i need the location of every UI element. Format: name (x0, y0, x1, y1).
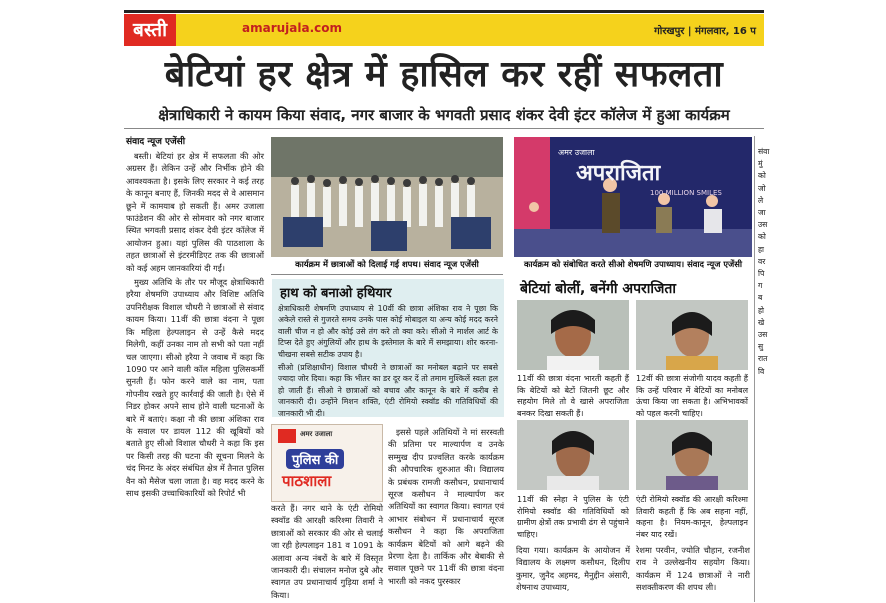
edge-fragment: खे (758, 317, 765, 327)
logo-line1: पुलिस की (286, 449, 344, 469)
quotes-section-title: बेटियां बोलीं, बनेंगी अपराजिता (520, 281, 676, 297)
photo2-caption: कार्यक्रम को संबोधित करते सीओ शेषमणि उपाध्याय। संवाद न्यूज एजेंसी (523, 259, 743, 269)
byline: संवाद न्यूज एजेंसी (126, 137, 186, 147)
portrait-karishma (636, 420, 748, 490)
edge-fragment: वि (758, 366, 765, 376)
edge-fragment: को (758, 171, 766, 181)
banner-title: अपराजिता (576, 160, 661, 186)
quote-sanjogi: 12वीं की छात्रा संजोगी यादव कहती हैं कि उन्हें परिवार में बेटियों का मनोबल ऊंचा किया जा सकता है। अभिभावकों को पहल करनी चाहिए। (636, 374, 748, 418)
edge-fragment: को (758, 232, 766, 242)
portrait-vandana (517, 300, 629, 370)
edge-fragment: पि (758, 269, 765, 279)
headline: बेटियां हर क्षेत्र में हासिल कर रहीं सफलता (164, 54, 724, 95)
photo-co-graphic (514, 137, 752, 257)
edge-fragment: ले (758, 195, 764, 205)
edge-fragment: वर (758, 256, 766, 266)
police-pathshala-logo (271, 424, 383, 502)
logo-brand: अमर उजाला (300, 430, 333, 438)
info-box-paragraph: सीओ (प्रशिक्षाधीन) विशाल चौधरी ने छात्राओं का मनोबल बढ़ाने पर सबसे ज्यादा जोर दिया। कहा कि भीतर का डर दूर कर दें तो तमाम मुश्किलें स्वतः हल हो जाती हैं। सीओ ने छात्राओं को बचाव और कानून के बारे में करीब से जानकारी दी। उन्होंने मिशन शक्ति, एंटी रोमियो स्क्वॉड की गतिविधियों की जानकारी भी दी। (278, 363, 498, 418)
edge-fragment: सु (758, 342, 764, 352)
edge-fragment: जो (758, 183, 766, 193)
banner-brand: अमर उजाला (558, 148, 595, 157)
masthead (124, 14, 764, 46)
article-paragraph: मुख्य अतिथि के तौर पर मौजूद क्षेत्राधिकारी हरैया शेषमणि उपाध्याय और विशिष्ट अतिथि उपनिरीक्षक विशाल चौधरी ने छात्राओं से संवाद कायम किया। 11वीं की छात्रा वंदना ने पूछा कि महिला हेल्पलाइन से उन्हें कैसे मदद मिलेगी, कहीं उनका नाम तो सभी को पता नहीं चल जाएगा। सीओ हरैया ने जवाब में कहा कि 1090 पर आने वाली कॉल महिला पुलिसकर्मी सुनती हैं। फोन करने वाले का नाम, पता गोपनीय रखते हुए कार्रवाई की जाती है। ऐसे में निडर होकर अपने साथ होने वाली घटनाओं के बारे में बताएं। कक्षा नौ की छात्रा अंशिका राव के सवाल पर डायल 112 की खूबियों को बताते हुए सीओ विशाल चौधरी ने कहा कि इस पर किसी तरह की घटना की सूचना मिलने के चंद मिनट के अंदर संबंधित क्षेत्र में तैनात पुलिस वैन को मैसेज चला जाता है। वह मदद करने के साथ इसकी उच्चाधिकारियों को रिपोर्ट भी (126, 277, 264, 498)
divider (271, 274, 503, 275)
edge-fragment: ब (758, 293, 763, 303)
subheadline: क्षेत्राधिकारी ने कायम किया संवाद, नगर बाजार के भगवती प्रसाद शंकर देवी इंटर कॉलेज में हुआ कार्यक्रम (158, 106, 730, 124)
section-name: बस्ती (124, 14, 176, 46)
edge-fragment: ग (758, 281, 763, 291)
info-box (272, 279, 504, 417)
quote-karishma: एंटी रोमियो स्क्वॉड की आरक्षी करिश्मा तिवारी कहती हैं कि अब सहना नहीं, कहना है। नियम-कानून, हेल्पलाइन नंबर याद रखें। (636, 495, 748, 539)
photo1-caption: कार्यक्रम में छात्राओं को दिलाई गई शपथ। संवाद न्यूज एजेंसी (295, 259, 479, 269)
site-logo[interactable]: amarujala.com (242, 21, 343, 35)
article-column-3 (388, 426, 504, 600)
right-edge-column (758, 146, 770, 600)
edge-fragment: हो (758, 305, 764, 315)
article-column-4 (516, 544, 630, 600)
article-column-1 (126, 150, 264, 600)
edge-fragment: जा (758, 208, 766, 218)
divider (124, 128, 764, 129)
column-rule (754, 136, 755, 602)
date-line: गोरखपुर | मंगलवार, 16 प (654, 26, 756, 37)
article-column-2 (271, 502, 383, 600)
logo-line2: पाठशाला (282, 472, 332, 490)
edge-fragment: रात (758, 354, 768, 364)
article-paragraph: रेशमा परवीन, ज्योति चौहान, रजनीश राव ने उल्लेखनीय सहयोग किया। कार्यक्रम में 124 छात्राओं ने नारी सशक्तीकरण की शपथ ली। (636, 545, 750, 593)
photo-students-oath (271, 137, 503, 257)
article-paragraph: करते हैं। नगर थाने के एंटी रोमियो स्क्वॉड की आरक्षी करिश्मा तिवारी ने छात्राओं को सरकार की ओर से चलाई जा रही हेल्पलाइन 181 व 1091 के अलावा अन्य नंबरों के बारे में विस्तृत जानकारी दी। संचालन मनोज दुबे और स्वागत उप प्रधानाचार्य गुड़िया शर्मा ने किया। (271, 503, 383, 600)
article-paragraph: इससे पहले अतिथियों ने मां सरस्वती की प्रतिमा पर माल्यार्पण व उनके सम्मुख दीप प्रज्वलित करके कार्यक्रम की औपचारिक शुरुआत की। विद्यालय के प्रबंधक रामजी कसौधन, प्रधानाचार्य सूरज कसौधन ने माल्यार्पण कर अतिथियों का स्वागत किया। स्वागत एवं आभार संबोधन में प्रधानाचार्य सूरज कसौधन ने कहा कि अपराजिता कार्यक्रम बेटियों को आगे बढ़ने की प्रेरणा देता है। तार्किक और बेबाकी से सवाल पूछने पर 11वीं की छात्रा वंदना भारती को नकद पुरस्कार (388, 427, 504, 586)
masthead-top-rule (124, 10, 764, 13)
quote-sneha: 11वीं की स्नेहा ने पुलिस के एंटी रोमियो स्क्वॉड की गतिविधियों को ग्रामीण क्षेत्रों तक प्रभावी ढंग से पहुंचाने चाहिए। (517, 495, 629, 539)
info-box-body (278, 303, 498, 421)
photo-co-addressing (514, 137, 752, 257)
edge-fragment: हा (758, 244, 764, 254)
portrait-sanjogi (636, 300, 748, 370)
article-paragraph: बस्ती। बेटियां हर क्षेत्र में सफलता की ओर अग्रसर हैं। लेकिन उन्हें और निर्भीक होने की आवश्यकता है। इसके लिए सरकार ने कई तरह के कानून बनाए हैं, जिनकी मदद से वे आसमान छूने में कामयाब हो सकती हैं। अमर उजाला फाउंडेशन की ओर से सोमवार को नगर बाजार स्थित भगवती प्रसाद शंकर देवी इंटर कॉलेज में आयोजन हुआ। यहां पुलिस की पाठशाला के तहत छात्राओं से इंटरमीडिएट तक की छात्राओं को कई अहम जानकारियां दी गईं। (126, 151, 264, 273)
edge-fragment: मुं (758, 159, 763, 169)
article-column-5 (636, 544, 750, 600)
article-paragraph: दिया गया। कार्यक्रम के आयोजन में विद्यालय के लक्ष्मण कसौधन, दिलीप कुमार, जुनैद अहमद, मैनुद्दीन अंसारी, शेषनाथ उपाध्याय, (516, 545, 630, 593)
edge-fragment: संवा (758, 147, 770, 156)
edge-fragment: उस (758, 220, 768, 230)
banner-sub: 100 MILLION SMILES (650, 189, 722, 197)
quote-vandana: 11वीं की छात्रा वंदना भारती कहती हैं कि बेटियों को बेटों जितनी छूट और सहयोग मिले तो वे खासे अपराजिता बनकर दिखा सकती हैं। (517, 374, 629, 418)
edge-fragment: उस (758, 330, 768, 340)
logo-mark (278, 429, 296, 443)
portrait-sneha (517, 420, 629, 490)
photo-students-oath-graphic (271, 137, 503, 257)
info-box-title: हाथ को बनाओ हथियार (280, 286, 392, 301)
info-box-paragraph: क्षेत्राधिकारी शेषमणि उपाध्याय से 10वीं की छात्रा अंशिका राव ने पूछा कि अकेले रास्ते से गुजरते समय उनके पास कोई मोबाइल या अन्य कोई मदद करने वाली चीज न हो और कोई उसे तंग करे तो क्या करे। सीओ ने मार्शल आर्ट के टिप्स देते हुए अंगुलियों और हाथ के इस्तेमाल के बारे में समझाया। शोर करना-चीखना सबसे सटीक उपाय है। (278, 304, 498, 359)
